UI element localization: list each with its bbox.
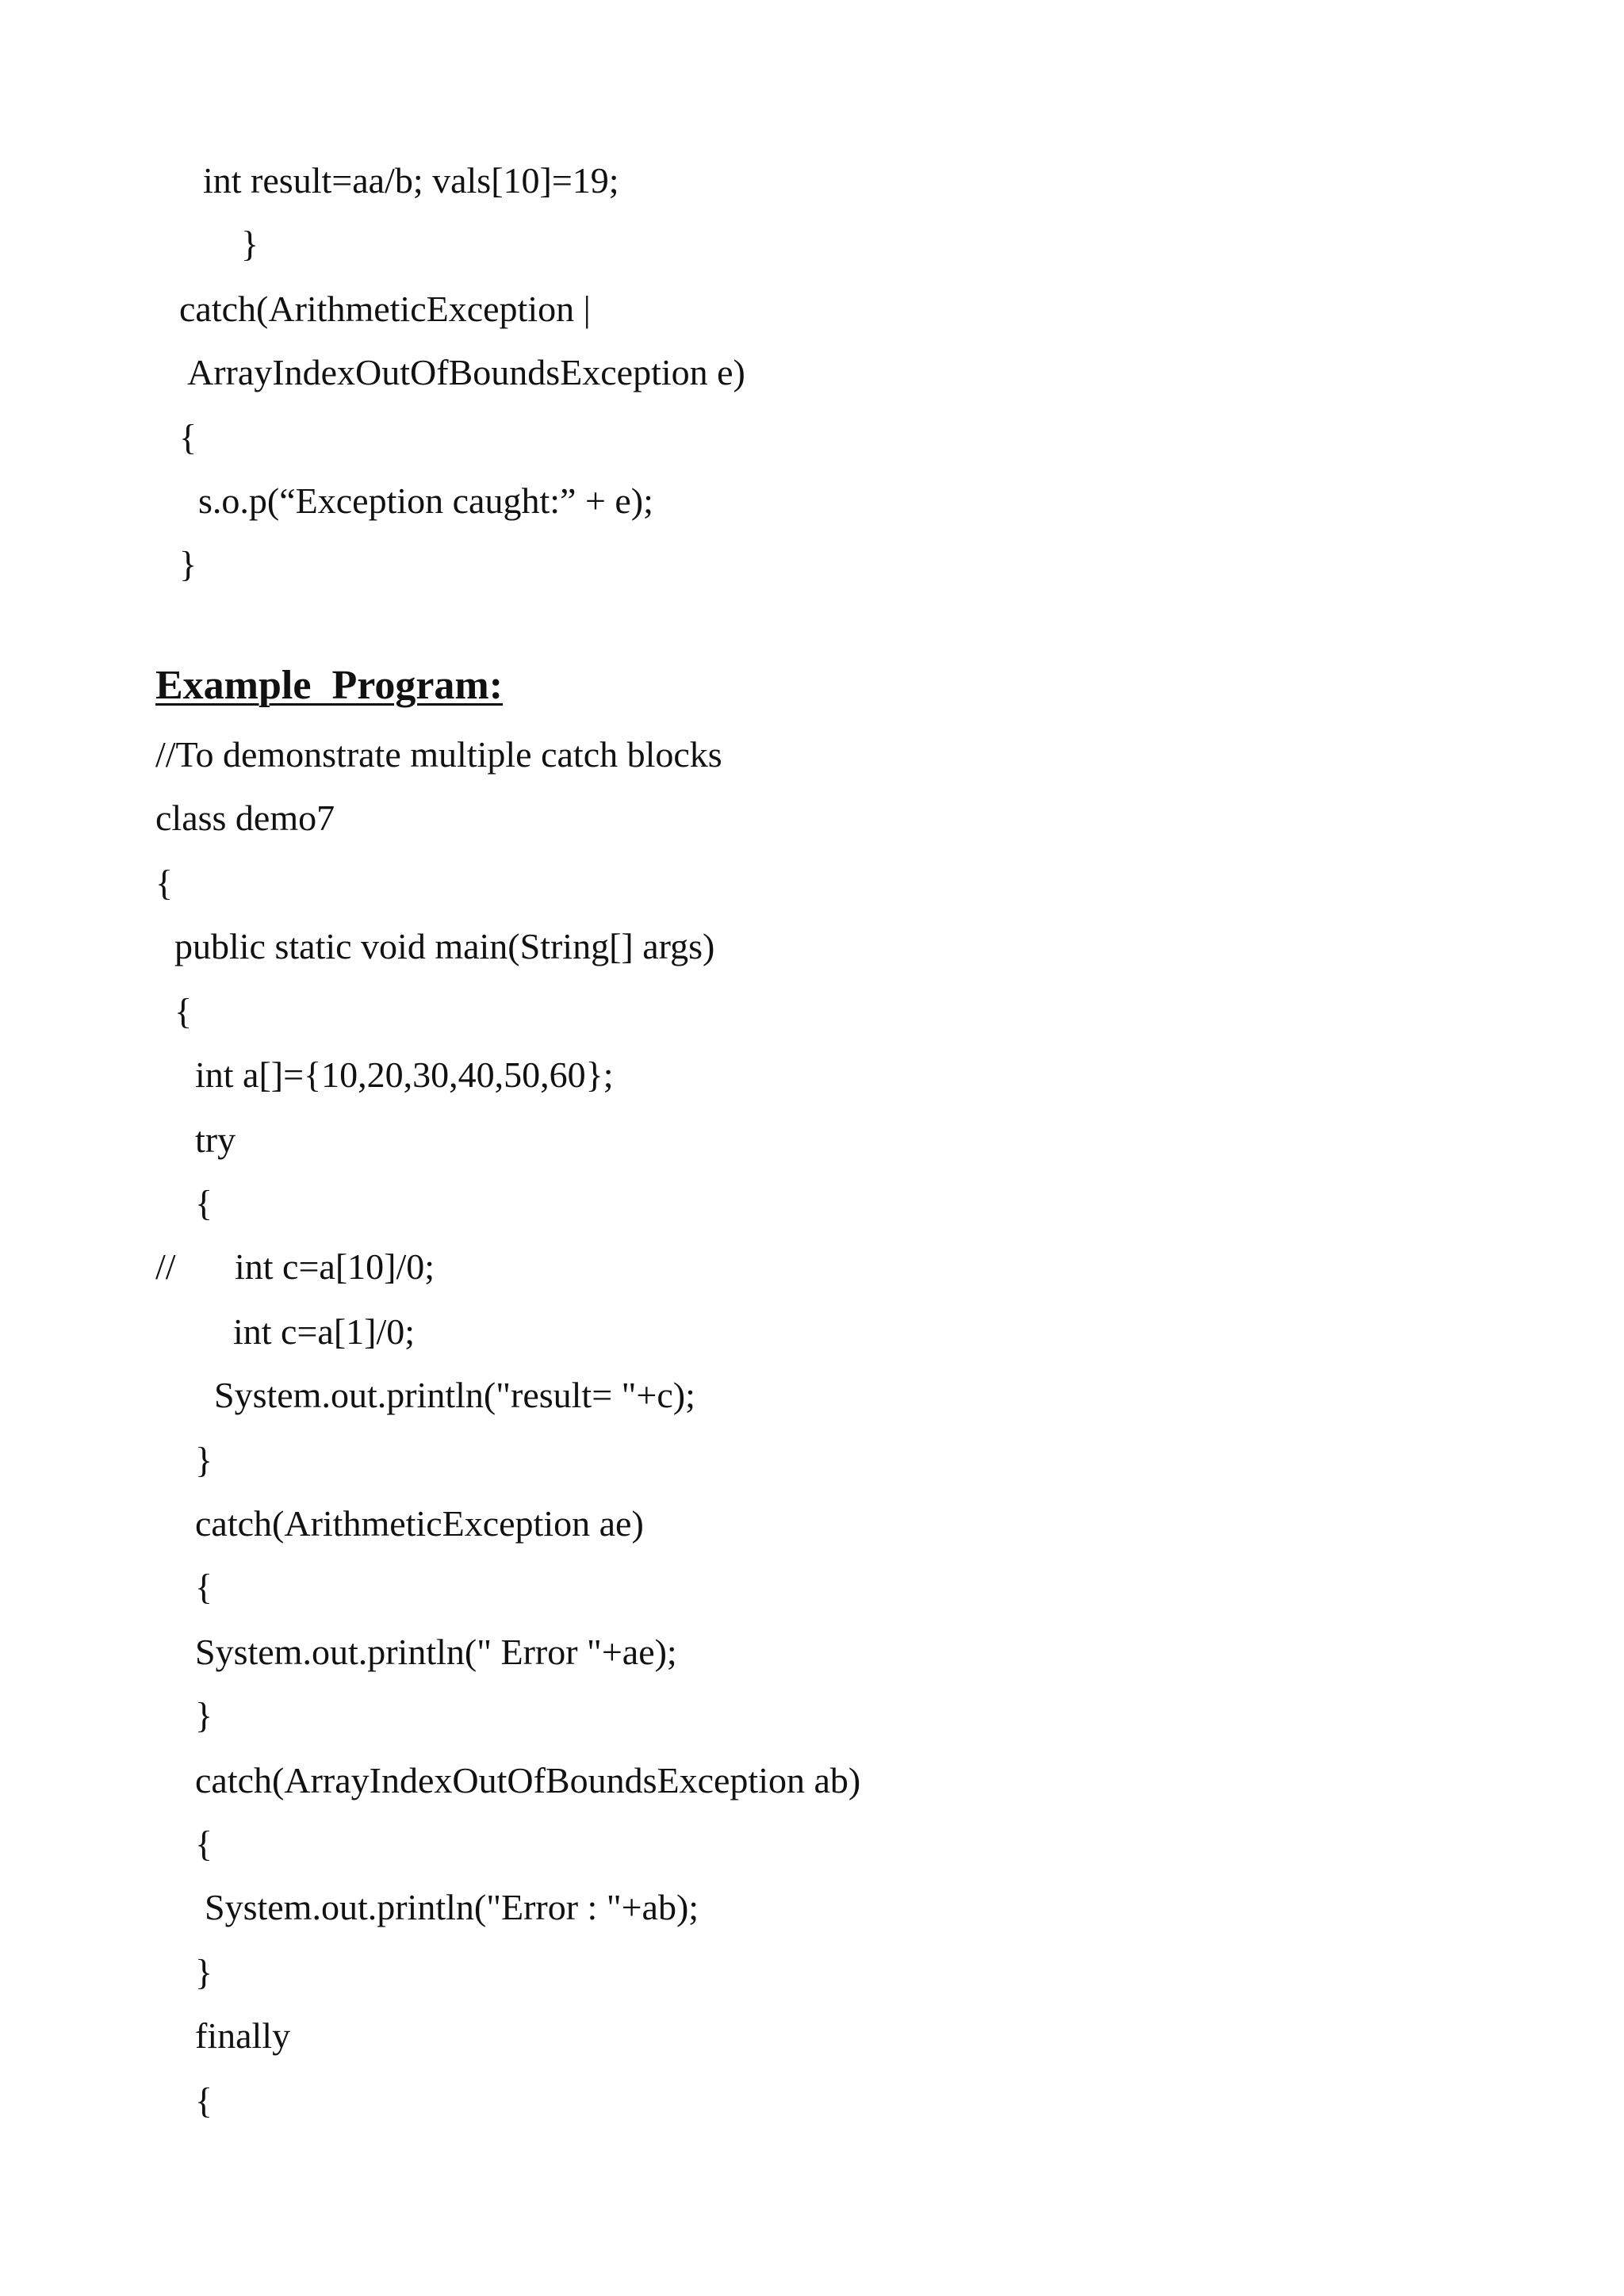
code-line: catch(ArrayIndexOutOfBoundsException ab): [195, 1760, 861, 1800]
code-line: }: [195, 1952, 213, 1992]
code-line: {: [195, 1567, 213, 1607]
code-line: s.o.p(“Exception caught:” + e);: [198, 480, 653, 521]
code-line: }: [195, 1440, 213, 1480]
code-line: ArrayIndexOutOfBoundsException e): [187, 352, 745, 392]
code-line: }: [195, 1695, 213, 1735]
code-line: {: [155, 863, 174, 903]
code-line: finally: [195, 2015, 291, 2056]
code-line: {: [174, 991, 193, 1031]
code-line: System.out.println("Error : "+ab);: [205, 1887, 699, 1927]
code-line: }: [241, 224, 259, 264]
program-comment: //To demonstrate multiple catch blocks: [155, 734, 722, 775]
code-line: int result=aa/b; vals[10]=19;: [203, 160, 619, 201]
code-line: try: [195, 1119, 236, 1160]
code-line: catch(ArithmeticException ae): [195, 1503, 644, 1544]
code-line: {: [195, 1823, 213, 1864]
code-line: System.out.println("result= "+c);: [214, 1375, 695, 1415]
code-line: }: [179, 544, 197, 584]
code-line: System.out.println(" Error "+ae);: [195, 1632, 677, 1672]
code-line: {: [195, 1183, 213, 1223]
code-line: {: [179, 417, 197, 457]
code-line: catch(ArithmeticException |: [179, 289, 591, 329]
code-line: {: [195, 2080, 213, 2121]
code-line: public static void main(String[] args): [174, 926, 715, 966]
commented-code-line: int c=a[10]/0;: [235, 1246, 435, 1287]
comment-marker: //: [155, 1246, 176, 1287]
code-line: int a[]={10,20,30,40,50,60};: [195, 1054, 614, 1095]
example-program-heading: Example Program:: [155, 663, 504, 708]
code-line: class demo7: [155, 798, 335, 838]
code-line: int c=a[1]/0;: [233, 1311, 416, 1352]
